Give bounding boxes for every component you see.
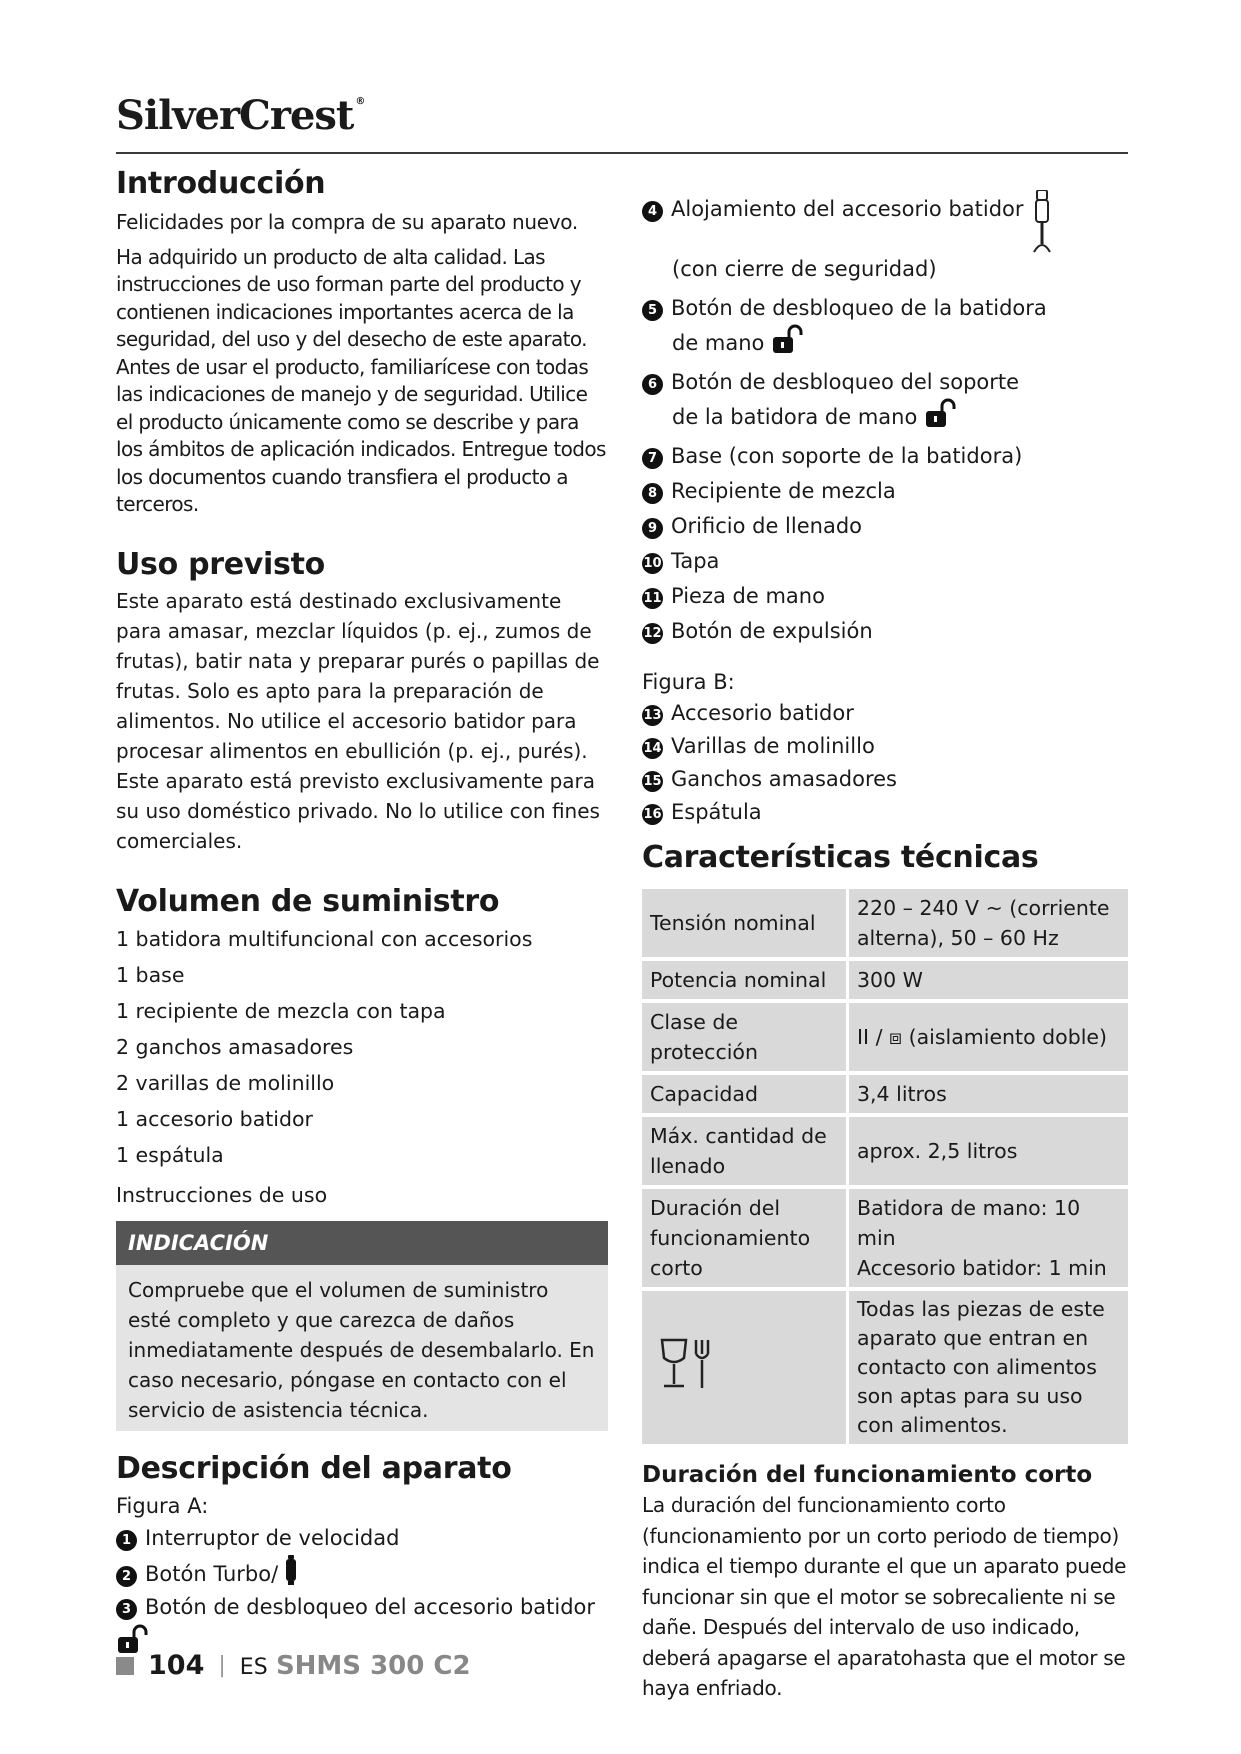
desc-item-6: 6 Botón de desbloqueo del soporte de la batidora de mano bbox=[642, 367, 1128, 433]
uso-text: Este aparato está destinado exclusivamente para amasar, mezclar líquidos (p. ej., zumos de frutas), batir nata y preparar purés o papillas de frutas. Solo es apto para la preparación de alimentos. No utilice el accesorio batidor para procesar alimentos en ebullición (p. ej., purés). Este aparato está previsto exclusivamente para su uso doméstico privado. No lo utilice con fines comerciales. bbox=[116, 588, 600, 853]
footer-model: SHMS 300 C2 bbox=[275, 1650, 471, 1681]
unlock-icon bbox=[116, 1624, 148, 1654]
list-item: 1 espátula bbox=[116, 1142, 224, 1167]
number-badge: 9 bbox=[642, 518, 663, 539]
desc-item-16: 16 Espátula bbox=[643, 800, 762, 824]
number-badge: 1 bbox=[116, 1530, 137, 1551]
volumen-list bbox=[116, 921, 608, 1213]
list-item: 1 base bbox=[116, 962, 185, 987]
page-number: 104 bbox=[148, 1650, 205, 1681]
desc-item-9: 9 Orificio de llenado bbox=[642, 511, 1128, 542]
list-item: 1 recipiente de mezcla con tapa bbox=[116, 998, 446, 1023]
desc-item-2: 2 Botón Turbo/ bbox=[116, 1555, 608, 1591]
food-safe-icon bbox=[656, 1334, 716, 1394]
number-badge: 13 bbox=[642, 705, 663, 726]
number-badge: 12 bbox=[642, 623, 663, 644]
brand-logo: SilverCrest ® bbox=[116, 92, 365, 139]
kb-text: La duración del funcionamiento corto (funcionamiento por un corto periodo de tiempo) indica el tiempo durante el que un aparato puede funcionar sin que el motor se sobrecaliente ni se dañe. Después del intervalo de uso indicado, deberá apagarse el aparatohasta que el motor se haya enfriado. bbox=[642, 1493, 1127, 1700]
list-item: 2 ganchos amasadores bbox=[116, 1034, 354, 1059]
number-badge: 8 bbox=[642, 483, 663, 504]
list-item: 2 varillas de molinillo bbox=[116, 1070, 335, 1095]
tech-table bbox=[642, 885, 1128, 1448]
page-footer bbox=[116, 1650, 471, 1681]
list-item: Instrucciones de uso bbox=[116, 1182, 328, 1207]
number-badge: 15 bbox=[642, 771, 663, 792]
desc-item-10: 10 Tapa bbox=[643, 549, 720, 573]
table-row: Todas las piezas de este aparato que entran en contacto con alimentos son aptas para su uso con alimentos. bbox=[642, 1291, 1128, 1444]
tech-heading: Características técnicas bbox=[642, 840, 1039, 875]
figure-b-label: Figura B: bbox=[642, 670, 735, 694]
footer-square-icon bbox=[116, 1657, 134, 1675]
table-row: Tensión nominal 220 – 240 V ~ (corriente alterna), 50 – 60 Hz bbox=[642, 889, 1128, 957]
desc-item-13: 13 Accesorio batidor bbox=[643, 701, 854, 725]
desc-item-14: 14 Varillas de molinillo bbox=[643, 734, 875, 758]
table-row: Duración del funcionamiento corto Batidora de mano: 10 min Accesorio batidor: 1 min bbox=[642, 1189, 1128, 1287]
left-column bbox=[116, 166, 608, 1660]
volumen-heading: Volumen de suministro bbox=[116, 883, 500, 919]
footer-separator: | bbox=[218, 1653, 226, 1678]
desc-item-11: 11 Pieza de mano bbox=[643, 584, 825, 608]
table-row: Máx. cantidad de llenado aprox. 2,5 litros bbox=[642, 1117, 1128, 1185]
uso-heading: Uso previsto bbox=[116, 546, 325, 582]
number-badge: 10 bbox=[642, 553, 663, 574]
table-row: Clase de protección II / ⧈ (aislamiento doble) bbox=[642, 1003, 1128, 1071]
intro-heading: Introducción bbox=[116, 166, 326, 201]
header-rule bbox=[116, 152, 1128, 154]
number-badge: 5 bbox=[642, 300, 663, 321]
note-title: INDICACIÓN bbox=[116, 1221, 608, 1265]
desc-item-5: 5 Botón de desbloqueo de la batidora de mano bbox=[642, 293, 1128, 359]
desc-item-15: 15 Ganchos amasadores bbox=[643, 767, 897, 791]
number-badge: 4 bbox=[642, 201, 663, 222]
number-badge: 6 bbox=[642, 374, 663, 395]
table-row: Potencia nominal 300 W bbox=[642, 961, 1128, 999]
number-badge: 7 bbox=[642, 448, 663, 469]
intro-p2: Ha adquirido un producto de alta calidad. Las instrucciones de uso forman parte del producto y contienen indicaciones importantes acerca de la seguridad, del uso y del desecho de este aparato. Antes de usar el producto, familiarícese con todas las indicaciones de manejo y de seguridad. Utilice el producto únicamente como se describe y para los ámbitos de aplicación indicados. Entregue todos los documentos cuando transfiera el producto a terceros. bbox=[116, 244, 606, 516]
list-item: 1 batidora multifuncional con accesorios bbox=[116, 926, 533, 951]
desc-item-7: 7 Base (con soporte de la batidora) bbox=[642, 441, 1128, 472]
desc-item-3: 3 Botón de desbloqueo del accesorio batidor bbox=[116, 1591, 608, 1660]
desc-item-8: 8 Recipiente de mezcla bbox=[642, 476, 1128, 507]
number-badge: 2 bbox=[116, 1566, 137, 1587]
desc-item-4: 4 Alojamiento del accesorio batidor (con cierre de seguridad) bbox=[642, 190, 1128, 285]
desc-item-1: 1 Interruptor de velocidad bbox=[116, 1522, 608, 1555]
unlock-icon bbox=[771, 324, 803, 354]
number-badge: 3 bbox=[116, 1599, 137, 1620]
desc-item-12: 12 Botón de expulsión bbox=[643, 619, 873, 643]
number-badge: 14 bbox=[642, 738, 663, 759]
unlock-icon bbox=[924, 398, 956, 428]
footer-lang: ES bbox=[239, 1654, 268, 1680]
number-badge: 11 bbox=[642, 588, 663, 609]
right-column bbox=[642, 190, 1128, 1704]
turbo-button-icon bbox=[285, 1555, 297, 1585]
intro-p1: Felicidades por la compra de su aparato nuevo. bbox=[116, 210, 578, 234]
number-badge: 16 bbox=[642, 804, 663, 825]
kb-heading: Duración del funcionamiento corto bbox=[642, 1462, 1093, 1488]
whisk-attachment-icon bbox=[1032, 190, 1052, 254]
descripcion-heading: Descripción del aparato bbox=[116, 1450, 512, 1486]
figure-a-label: Figura A: bbox=[116, 1493, 209, 1518]
list-item: 1 accesorio batidor bbox=[116, 1106, 313, 1131]
note-box bbox=[116, 1221, 608, 1431]
note-text: Compruebe que el volumen de suministro esté completo y que carezca de daños inmediatamente después de desembalarlo. En caso necesario, póngase en contacto con el servicio de asistencia técnica. bbox=[116, 1265, 608, 1431]
table-row: Capacidad 3,4 litros bbox=[642, 1075, 1128, 1113]
